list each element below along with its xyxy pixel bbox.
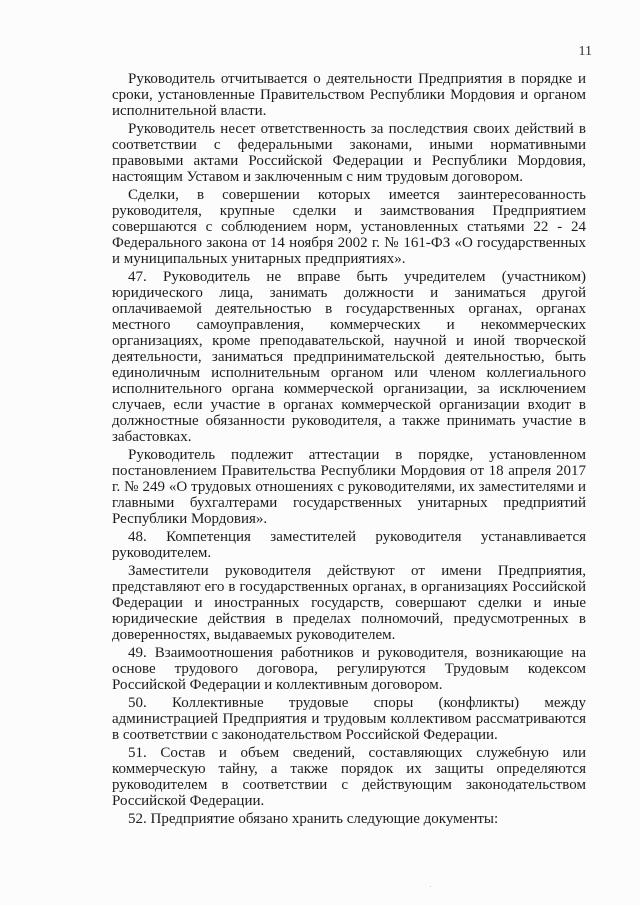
paragraph-52: 52. Предприятие обязано хранить следующие документы: [128, 811, 499, 827]
paragraph-51: 51. Состав и объем сведений, составляющих служебную или коммерческую тайну, а также порядок их защиты определяются руководителем в соответствии с действующим законодательством Российской Федерации. [112, 745, 586, 809]
paragraph-47: 47. Руководитель не вправе быть учредителем (участником) юридического лица, занимать должности и заниматься другой оплачиваемой деятельностью в государственных органах, органах местного самоуправления, коммерческих и некоммерческих организациях, кроме преподавательской, научной и иной творческой деятельности, заниматься предпринимательской деятельностью, быть единоличным исполнительным органом или членом коллегиального исполнительного органа коммерческой организации, за исключением случаев, если участие в органах коммерческой организации входит в должностные обязанности руководителя, а также принимать участие в забастовках. [112, 269, 586, 445]
paragraph-report: Руководитель отчитывается о деятельности Предприятия в порядке и сроки, установленные Правительством Республики Мордовия и органом исполнительной власти. [112, 71, 586, 119]
paragraph-deputies: Заместители руководителя действуют от имени Предприятия, представляют его в государственных органах, в организациях Российской Федерации и иностранных государств, совершают сделки и иные юридические действия в пределах полномочий, предусмотренных в доверенностях, выдаваемых руководителем. [112, 563, 586, 643]
paragraph-48: 48. Компетенция заместителей руководителя устанавливается руководителем. [112, 529, 586, 561]
paragraph-49: 49. Взаимоотношения работников и руководителя, возникающие на основе трудового договора, регулируются Трудовым кодексом Российской Федерации и коллективным договором. [112, 645, 586, 693]
paragraph-attestation: Руководитель подлежит аттестации в порядке, установленном постановлением Правительства Республики Мордовия от 18 апреля 2017 г. № 249 «О трудовых отношениях с руководителями, их заместителями и главными бухгалтерами государственных унитарных предприятий Республики Мордовия». [112, 447, 586, 527]
paragraph-responsibility: Руководитель несет ответственность за последствия своих действий в соответствии с федеральными законами, иными нормативными правовыми актами Российской Федерации и Республики Мордовия, настоящим Уставом и заключенным с ним трудовым договором. [112, 121, 586, 185]
paragraph-50: 50. Коллективные трудовые споры (конфликты) между администрацией Предприятия и трудовым коллективом рассматриваются в соответствии с законодательством Российской Федерации. [112, 695, 586, 743]
scan-speck [430, 886, 431, 887]
paragraph-transactions: Сделки, в совершении которых имеется заинтересованность руководителя, крупные сделки и заимствования Предприятием совершаются с соблюдением норм, установленных статьями 22 - 24 Федерального закона от 14 ноября 2002 г. № 161-ФЗ «О государственных и муниципальных унитарных предприятиях». [112, 187, 586, 267]
page-number: 11 [578, 44, 592, 59]
document-body [112, 71, 586, 829]
